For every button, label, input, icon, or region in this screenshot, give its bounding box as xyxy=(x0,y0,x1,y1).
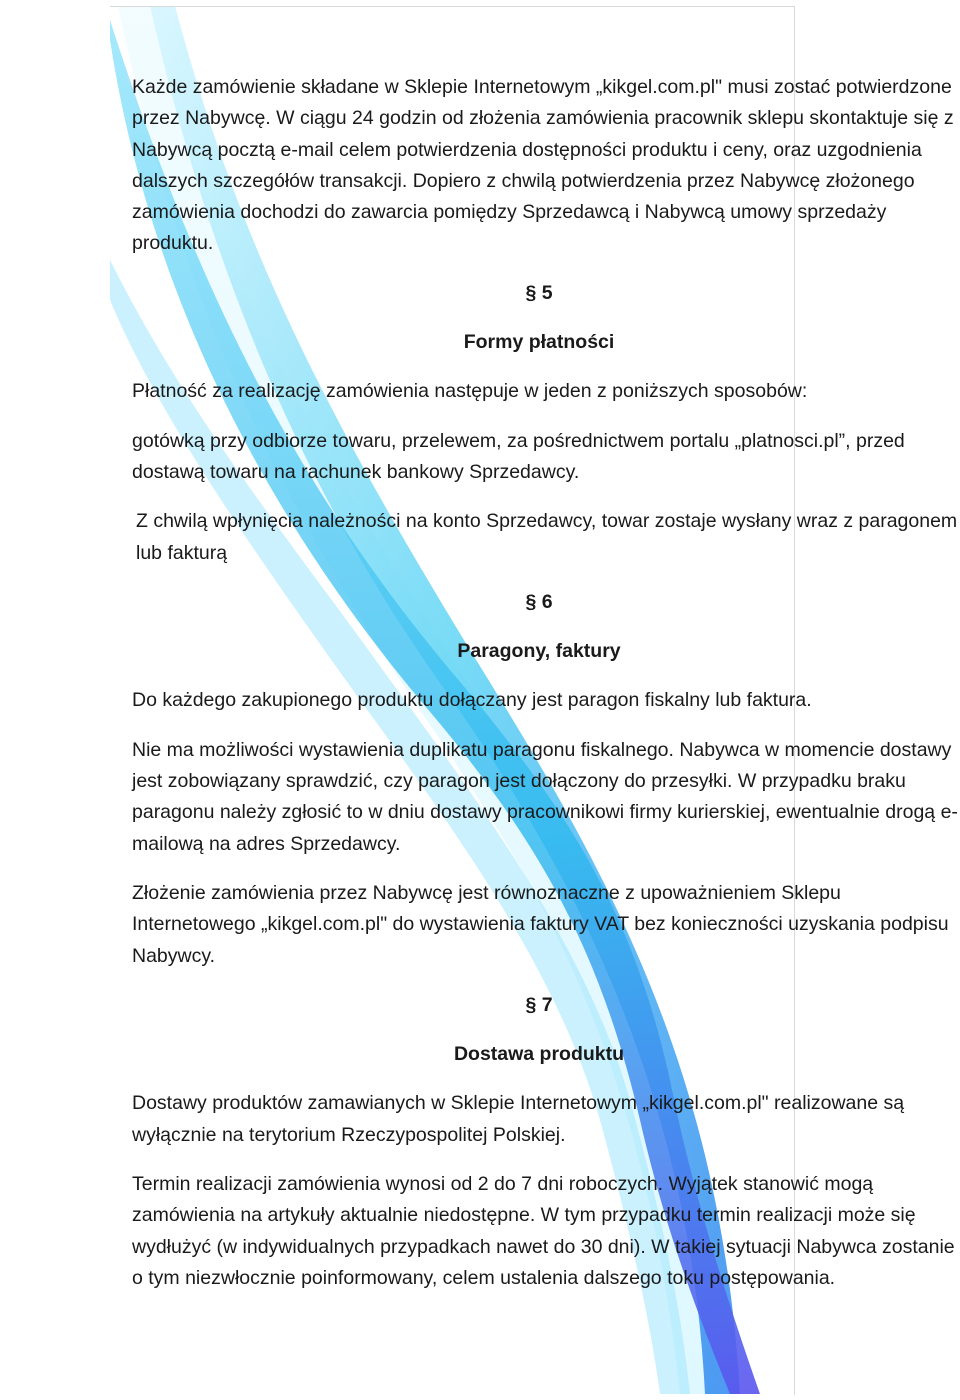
section-6-number: § 6 xyxy=(525,590,553,613)
section-7-paragraph: Termin realizacji zamówienia wynosi od 2 do 7 dni roboczych. Wyjątek stanowić mogą zamówienia na artykuły aktualnie niedostępne. W tym przypadku termin realizacji może się wydłużyć (w indywidualnych przypadkach nawet do 30 dni). W takiej sytuacji Nabywca zostanie o tym niezwłocznie poinformowany, celem ustalenia dalszego toku postępowania. xyxy=(132,1173,955,1289)
intro-paragraph: Każde zamówienie składane w Sklepie Internetowym „kikgel.com.pl" musi zostać potwierdzone przez Nabywcę. W ciągu 24 godzin od złożenia zamówienia pracownik sklepu skontaktuje się z Nabywcą pocztą e-mail celem potwierdzenia dostępności produktu i ceny, oraz uzgodnienia dalszych szczegółów transakcji. Dopiero z chwilą potwierdzenia przez Nabywcę złożonego zamówienia dochodzi do zawarcia pomiędzy Sprzedawcą i Nabywcą umowy sprzedaży produktu. xyxy=(132,76,954,255)
section-6-title: Paragony, faktury xyxy=(457,640,621,663)
section-5-paragraph: gotówką przy odbiorze towaru, przelewem, za pośrednictwem portalu „platnosci.pl”, przed dostawą towaru na rachunek bankowy Sprzedawcy. xyxy=(132,429,905,483)
document-body xyxy=(132,72,960,1294)
section-5-title: Formy płatności xyxy=(463,331,615,354)
section-6-paragraph: Do każdego zakupionego produktu dołączany jest paragon fiskalny lub faktura. xyxy=(132,689,812,712)
section-5-number: § 5 xyxy=(525,281,553,304)
section-6-paragraph: Nie ma możliwości wystawienia duplikatu paragonu fiskalnego. Nabywca w momencie dostawy jest zobowiązany sprawdzić, czy paragon jest dołączony do przesyłki. W przypadku braku paragonu należy zgłosić to w dniu dostawy pracownikowi firmy kurierskiej, ewentualnie drogą e-mailową na adres Sprzedawcy. xyxy=(132,738,958,855)
section-7-title: Dostawa produktu xyxy=(453,1043,625,1066)
section-5-paragraph: Z chwilą wpłynięcia należności na konto Sprzedawcy, towar zostaje wysłany wraz z paragonem lub fakturą xyxy=(136,510,958,564)
section-7-paragraph: Dostawy produktów zamawianych w Sklepie Internetowym „kikgel.com.pl" realizowane są wyłącznie na terytorium Rzeczypospolitej Polskiej. xyxy=(132,1092,905,1146)
section-5-paragraph: Płatność za realizację zamówienia następuje w jeden z poniższych sposobów: xyxy=(132,380,808,403)
section-7-number: § 7 xyxy=(525,993,553,1016)
section-6-paragraph: Złożenie zamówienia przez Nabywcę jest równoznaczne z upoważnieniem Sklepu Internetowego „kikgel.com.pl" do wystawienia faktury VAT bez konieczności uzyskania podpisu Nabywcy. xyxy=(132,881,949,967)
